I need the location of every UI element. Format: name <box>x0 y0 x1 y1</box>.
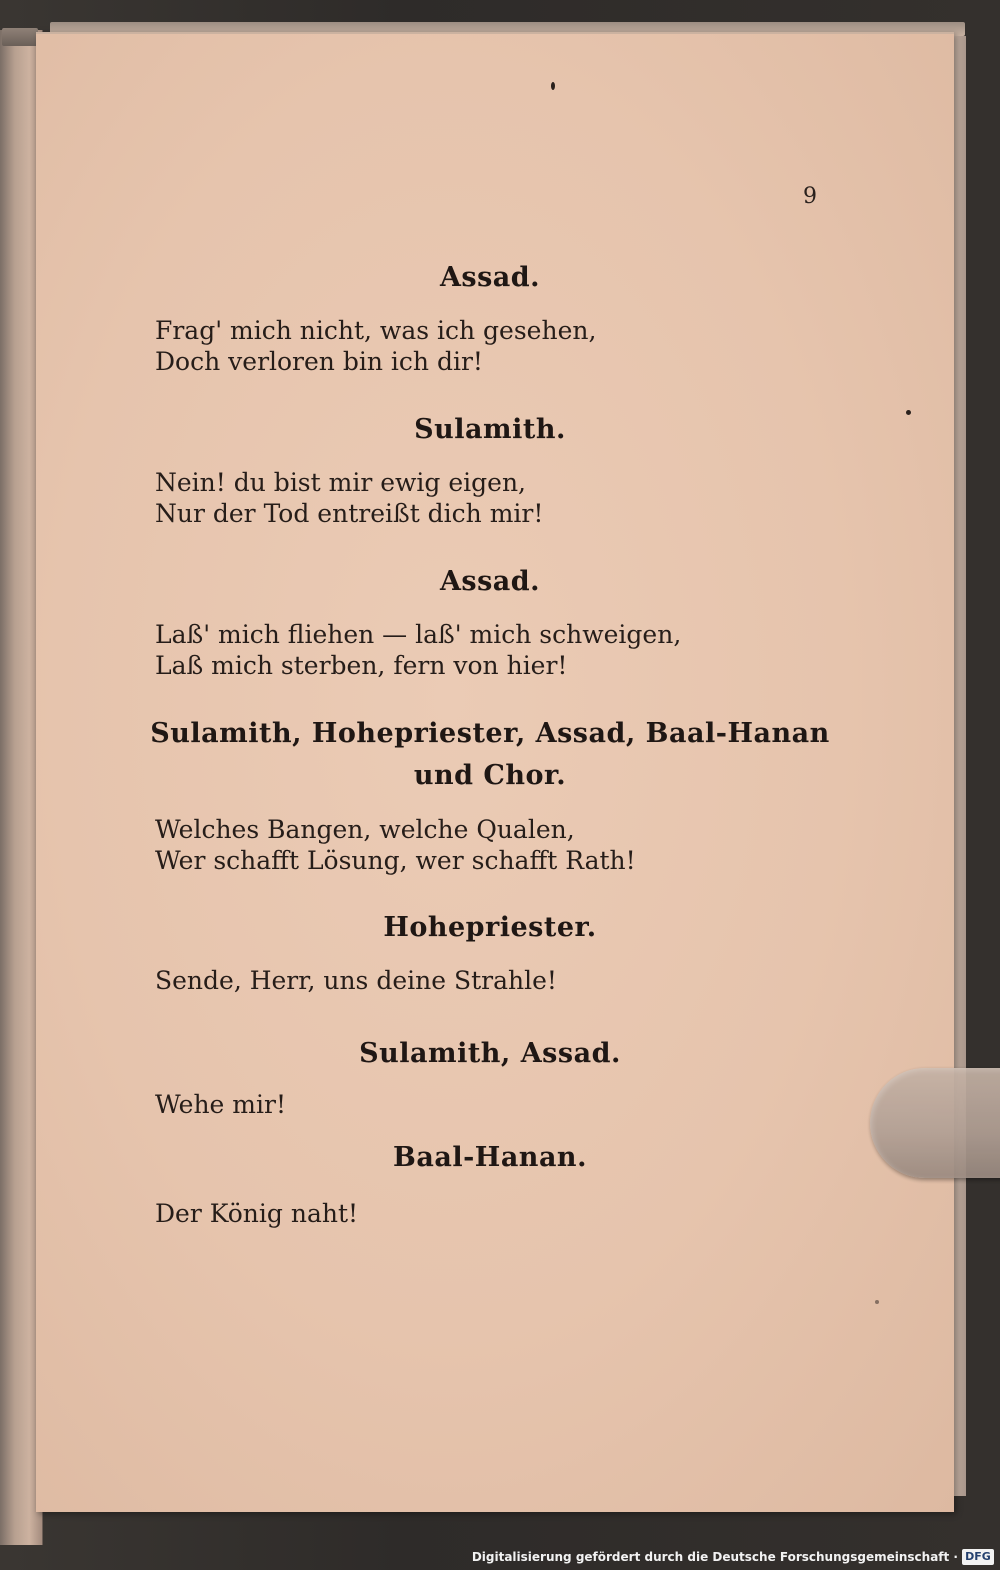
verse-line: Doch verloren bin ich dir! <box>155 347 483 376</box>
ink-speck <box>875 1300 879 1304</box>
speaker-heading: Baal-Hanan. <box>393 1142 587 1173</box>
spine-label <box>2 28 38 46</box>
verse-line: Welches Bangen, welche Qualen, <box>155 815 575 844</box>
speaker-heading: Assad. <box>439 566 541 597</box>
verse-line: Laß' mich fliehen — laß' mich schweigen, <box>155 620 682 649</box>
dfg-logo: DFG <box>962 1549 994 1565</box>
speaker-heading: Sulamith. <box>414 414 566 445</box>
verse-line: Wer schafft Lösung, wer schafft Rath! <box>155 846 636 875</box>
speaker-heading: Sulamith, Hohepriester, Assad, Baal-Hanan <box>150 718 830 749</box>
digitization-credit: Digitalisierung gefördert durch die Deutsche Forschungsgemeinschaft · <box>471 1550 958 1564</box>
verse-line: Nur der Tod entreißt dich mir! <box>155 499 544 528</box>
page-clip <box>870 1068 1000 1178</box>
speaker-heading: Sulamith, Assad. <box>359 1038 621 1069</box>
verse-line: Der König naht! <box>155 1199 359 1228</box>
verse-line: Wehe mir! <box>155 1090 286 1119</box>
ink-speck <box>906 410 911 415</box>
speaker-heading: Hohepriester. <box>383 912 597 943</box>
verse-line: Sende, Herr, uns deine Strahle! <box>155 966 557 995</box>
page-number: 9 <box>803 184 817 209</box>
speaker-heading: Assad. <box>439 262 541 293</box>
ink-speck <box>551 82 555 90</box>
verse-line: Nein! du bist mir ewig eigen, <box>155 468 527 497</box>
verse-line: Laß mich sterben, fern von hier! <box>155 651 568 680</box>
verse-line: Frag' mich nicht, was ich gesehen, <box>155 316 597 345</box>
speaker-heading: und Chor. <box>413 760 567 791</box>
